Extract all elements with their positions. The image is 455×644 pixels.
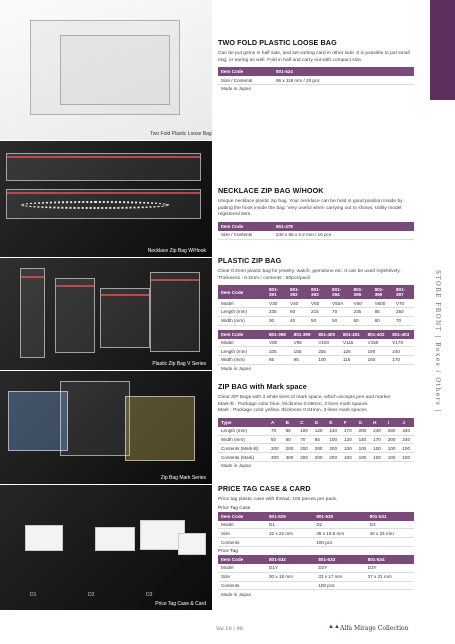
table-header-cell: G: [356, 418, 371, 427]
table-header-cell: 801-395: [351, 285, 372, 299]
section-necklace-bag: [218, 186, 414, 240]
table-cell: Size: [218, 529, 266, 538]
tag-label-d1: D1: [30, 592, 37, 598]
side-accent-bar: [430, 0, 455, 100]
table-header-cell: 801-392: [287, 285, 308, 299]
table-cell: 100: [370, 453, 385, 462]
table-cell: 33 x 17 mm: [315, 572, 364, 581]
table-cell: V100: [315, 339, 340, 347]
table-header-row: [218, 285, 414, 299]
table-cell: 60: [287, 307, 308, 316]
table-cell: 85: [283, 427, 298, 435]
table-cell: 235: [351, 307, 372, 316]
table-cell: 85: [266, 356, 291, 365]
tag-label-d2: D2: [88, 592, 95, 598]
table-header-cell: Type: [218, 418, 268, 427]
section-price-tag: [218, 484, 414, 598]
table-cell: 120: [341, 435, 356, 444]
table-cell: 200: [385, 435, 400, 444]
table-cell: 100: [385, 453, 400, 462]
table-cell: 120: [312, 427, 327, 435]
table-header-cell: Item Code: [218, 512, 266, 521]
table-row: [218, 572, 414, 581]
table-row: [218, 538, 414, 547]
photo-caption: Zip Bag Mark Series: [160, 475, 206, 481]
table-cell: 340: [399, 427, 414, 435]
table-cell: 140: [356, 435, 371, 444]
table-cell: Contents: [218, 538, 266, 547]
photo-caption: Plastic Zip Bag V Series: [152, 361, 206, 367]
table-header-cell: F: [341, 418, 356, 427]
table-row: [218, 581, 414, 590]
table-cell: D1Y: [266, 564, 315, 572]
photo-loose-bag: [0, 0, 212, 140]
table-cell: 190: [365, 347, 390, 356]
table-header-row: [218, 222, 414, 231]
section-title: PLASTIC ZIP BAG: [218, 256, 282, 265]
made-in-label: Made in Japan: [221, 86, 252, 92]
table-cell: Contents (Mark): [218, 453, 268, 462]
table-cell: Size / Contents: [218, 76, 273, 84]
table-cell: 100: [356, 444, 371, 453]
table-cell: Size / Contents: [218, 231, 273, 239]
table-cell: Contents (Mark-B): [218, 444, 268, 453]
table-header-cell: A: [268, 418, 283, 427]
table-cell: 200: [326, 444, 341, 453]
table-cell: Model: [218, 299, 266, 307]
table-cell: 100: [341, 444, 356, 453]
table-cell: 300: [268, 453, 283, 462]
tag-card: [178, 533, 206, 555]
table-cell: V40: [287, 299, 308, 307]
table-header-cell: B: [283, 418, 298, 427]
table-cell: 240: [389, 347, 414, 356]
table-cell: 200: [356, 427, 371, 435]
subheading-tag: Price Tag: [218, 548, 238, 554]
section-desc: Clear ZIP Bags with 3 white lines of mark space, which accepts pen and marker.: [218, 395, 392, 400]
table-cell: 200: [326, 453, 341, 462]
table-cell: 170: [389, 356, 414, 365]
table-cell: 100: [297, 427, 312, 435]
table-cell: Size: [218, 572, 266, 581]
section-title: TWO FOLD PLASTIC LOOSE BAG: [218, 38, 337, 47]
made-in-label: Made in Japan: [221, 463, 252, 469]
section-desc: Can be put gems in half side, and set sorting card in other side. It is possible to put small ring, or earing as well. Fold in half and carry out with compact size.: [218, 51, 410, 63]
table-cell: V95: [291, 339, 316, 347]
table-header-cell: Item Code: [218, 222, 273, 231]
table-cell: 200: [297, 453, 312, 462]
table-header-cell: 801-531: [367, 512, 414, 521]
brand-name: Alfa Mirage Collection: [340, 625, 409, 632]
brand-logo-icon: ▲▲: [328, 624, 340, 630]
table-header-cell: 801-401: [340, 330, 365, 339]
table-cell: 70: [297, 435, 312, 444]
table-cell: 240 x 65 x 0.2 mm / 10 pcs: [273, 231, 414, 239]
section-loose-bag: [218, 38, 414, 93]
table-cell: 95: [291, 356, 316, 365]
section-zip-bag: [218, 256, 414, 373]
pearl-necklace: [20, 201, 170, 209]
table-cell: 95 x 118 mm / 20 pcs: [273, 76, 414, 84]
section-desc: Clear 0.2mm plastic bag for jewelry, watch, gemstone etc. It can be used repetitively. Thickness : 0.2mm / contents : 50pcs/pack: [218, 269, 401, 281]
table-cell: 100 pcs: [315, 581, 364, 590]
table-cell: 170: [370, 435, 385, 444]
table-header-cell: 801-534: [365, 555, 414, 564]
table-cell: V30: [266, 299, 287, 307]
table-row: [218, 529, 414, 538]
side-category-label: STORE FRONT | Boxes / Others |: [434, 270, 441, 414]
table-cell: V150: [365, 339, 390, 347]
table-header-cell: Item Code: [218, 67, 273, 76]
table-cell: 100: [356, 453, 371, 462]
table-header-row: [218, 418, 414, 427]
photo-price-tag: [0, 485, 212, 610]
table-row: [218, 435, 414, 444]
tag-card: [25, 525, 63, 551]
table-header-cell: 801-478: [273, 222, 414, 231]
table-cell: 100: [326, 435, 341, 444]
page-number: Vol.10 / 98: [216, 626, 243, 632]
table-header-cell: H: [370, 418, 385, 427]
table-cell: D2: [313, 521, 366, 529]
table-header-cell: 801-398: [266, 330, 291, 339]
table-cell: 100: [385, 444, 400, 453]
photo-column: [0, 0, 212, 644]
photo-zip-bag: [0, 258, 212, 370]
table-cell: Model: [218, 339, 266, 347]
bag-shape: [55, 278, 95, 353]
table-cell: V80: [266, 339, 291, 347]
table-row: [218, 299, 414, 307]
table-cell: [365, 581, 414, 590]
section-desc: Price tag plastic case with thread, 100 pieces per pack.: [218, 497, 338, 502]
table-cell: 115: [340, 356, 365, 365]
footer: [0, 620, 455, 644]
bag-shape: [8, 391, 68, 451]
table-header-row: [218, 67, 414, 76]
table-cell: 200: [312, 453, 327, 462]
table-cell: V600: [372, 299, 393, 307]
table-cell: 300: [283, 453, 298, 462]
table-cell: [266, 581, 315, 590]
spec-table: [218, 418, 414, 462]
spec-table: [218, 222, 414, 240]
table-row: [218, 347, 414, 356]
section-mark-bag: [218, 382, 414, 470]
table-header-cell: C: [297, 418, 312, 427]
photo-mark-bag: [0, 371, 212, 484]
table-header-cell: 801-396: [372, 285, 393, 299]
table-cell: 100: [315, 356, 340, 365]
table-cell: Width (mm): [218, 435, 268, 444]
table-cell: 35 x 19.5 mm: [313, 529, 366, 538]
table-header-cell: 801-391: [266, 285, 287, 299]
table-header-cell: J: [399, 418, 414, 427]
bag-shape: [100, 288, 150, 348]
table-row: [218, 339, 414, 347]
table-cell: 200: [283, 444, 298, 453]
made-in-label: Made in Japan: [221, 591, 252, 597]
table-cell: 100: [341, 453, 356, 462]
table-row: [218, 76, 414, 84]
table-cell: V170: [389, 339, 414, 347]
photo-caption: Price Tag Case & Card: [155, 601, 206, 607]
section-desc-mark-b: Mark-B : Package color blue, thickness 0.08mm, 3 lines mark spaces: [218, 401, 368, 407]
table-cell: 105: [266, 347, 291, 356]
table-row: [218, 307, 414, 316]
table-cell: 215: [308, 307, 329, 316]
table-header-cell: 801-524: [273, 67, 414, 76]
bag-shape: [20, 268, 45, 358]
table-cell: V50: [308, 299, 329, 307]
table-cell: 125: [340, 347, 365, 356]
table-cell: Width (mm): [218, 316, 266, 325]
bag-shape: [6, 153, 201, 181]
table-cell: 100: [399, 453, 414, 462]
table-header-cell: 801-403: [389, 330, 414, 339]
table-row: [218, 453, 414, 462]
table-cell: [266, 538, 313, 547]
table-header-cell: D: [312, 418, 327, 427]
table-header-cell: 801-532: [266, 555, 315, 564]
table-cell: 60: [351, 316, 372, 325]
table-cell: D1: [266, 521, 313, 529]
table-cell: Length (mm): [218, 307, 266, 316]
table-cell: 100: [370, 444, 385, 453]
table-header-cell: 801-399: [291, 330, 316, 339]
table-cell: 85: [372, 307, 393, 316]
table-header-cell: 801-397: [393, 285, 414, 299]
table-header-cell: Item Code: [218, 555, 266, 564]
table-cell: 240: [370, 427, 385, 435]
section-desc: Unique necklace plastic zip bag. Your necklace can be hold in good position inside by putting the hook inside the bag. Very useful when carrying out to shows. Utility model registered item.: [218, 199, 403, 218]
table-header-cell: 801-400: [315, 330, 340, 339]
table-row: [218, 356, 414, 365]
table-cell: Width (mm): [218, 356, 266, 365]
table-cell: 50: [329, 316, 351, 325]
table-header-cell: E: [326, 418, 341, 427]
section-title: NECKLACE ZIP BAG W/HOOK: [218, 186, 324, 195]
spec-table: [218, 67, 414, 85]
table-cell: 250: [393, 307, 414, 316]
table-header-cell: 801-533: [315, 555, 364, 564]
made-in-label: Made in Japan: [221, 366, 252, 372]
table-cell: 200: [312, 444, 327, 453]
photo-necklace-bag: [0, 141, 212, 257]
table-cell: 60: [283, 435, 298, 444]
section-title: PRICE TAG CASE & CARD: [218, 484, 311, 493]
spec-table-2: [218, 330, 414, 365]
table-cell: 85: [312, 435, 327, 444]
table-header-cell: Item Code: [218, 285, 266, 299]
table-cell: 60: [372, 316, 393, 325]
table-header-cell: I: [385, 418, 400, 427]
table-cell: 70: [329, 307, 351, 316]
table-cell: 50: [308, 316, 329, 325]
table-row: [218, 316, 414, 325]
table-cell: 280: [385, 427, 400, 435]
table-header-cell: 801-529: [266, 512, 313, 521]
table-header-row: [218, 512, 414, 521]
bag-shape: [150, 272, 200, 352]
table-header-cell: 801-393: [308, 285, 329, 299]
table-header-cell: 801-530: [313, 512, 366, 521]
table-cell: V60: [351, 299, 372, 307]
table-cell: 255: [315, 347, 340, 356]
subheading-tag-case: Price Tag Case: [218, 505, 251, 511]
tag-label-d3: D3: [146, 592, 153, 598]
tag-card: [95, 527, 135, 551]
section-desc-mark: Mark : Package color yellow, thickness 0.04mm, 3 lines mark spaces: [218, 408, 367, 414]
table-cell: V50A: [329, 299, 351, 307]
bag-shape: [60, 35, 170, 105]
bag-shape: [125, 396, 195, 461]
table-cell: 155: [291, 347, 316, 356]
table-cell: [367, 538, 414, 547]
section-title: ZIP BAG with Mark space: [218, 382, 307, 391]
table-cell: V115: [340, 339, 365, 347]
table-cell: 70: [268, 427, 283, 435]
spec-table-1: [218, 512, 414, 547]
table-cell: 100: [399, 444, 414, 453]
spec-table-1: [218, 285, 414, 325]
table-row: [218, 427, 414, 435]
table-cell: 30: [266, 316, 287, 325]
table-cell: 37 x 21 mm: [365, 572, 414, 581]
table-cell: Length (mm): [218, 427, 268, 435]
table-header-row: [218, 555, 414, 564]
table-cell: Model: [218, 521, 266, 529]
table-cell: 40: [287, 316, 308, 325]
table-cell: 32 x 22 mm: [266, 529, 313, 538]
table-cell: 30 x 18 mm: [266, 572, 315, 581]
table-cell: 240: [399, 435, 414, 444]
table-cell: 100 pcs: [313, 538, 366, 547]
table-row: [218, 521, 414, 529]
table-cell: V70: [393, 299, 414, 307]
table-cell: 200: [268, 444, 283, 453]
table-row: [218, 231, 414, 239]
table-row: [218, 564, 414, 572]
photo-caption: Two Fold Plastic Loose Bag: [150, 131, 212, 137]
table-cell: 200: [297, 444, 312, 453]
table-cell: D2Y: [315, 564, 364, 572]
bag-shape: [60, 381, 130, 456]
table-cell: 70: [393, 316, 414, 325]
table-cell: Length (mm): [218, 347, 266, 356]
table-cell: 40 x 24 mm: [367, 529, 414, 538]
table-cell: Model: [218, 564, 266, 572]
table-cell: 50: [268, 435, 283, 444]
table-header-cell: Item Code: [218, 330, 266, 339]
table-cell: Contents: [218, 581, 266, 590]
table-row: [218, 444, 414, 453]
table-header-cell: 801-402: [365, 330, 390, 339]
table-header-row: [218, 330, 414, 339]
table-cell: D3: [367, 521, 414, 529]
table-cell: 235: [266, 307, 287, 316]
table-cell: 140: [326, 427, 341, 435]
table-cell: 150: [365, 356, 390, 365]
table-header-cell: 801-394: [329, 285, 351, 299]
table-cell: 170: [341, 427, 356, 435]
table-cell: D3Y: [365, 564, 414, 572]
photo-caption: Necklace Zip Bag W/Hook: [147, 248, 206, 254]
spec-table-2: [218, 555, 414, 590]
